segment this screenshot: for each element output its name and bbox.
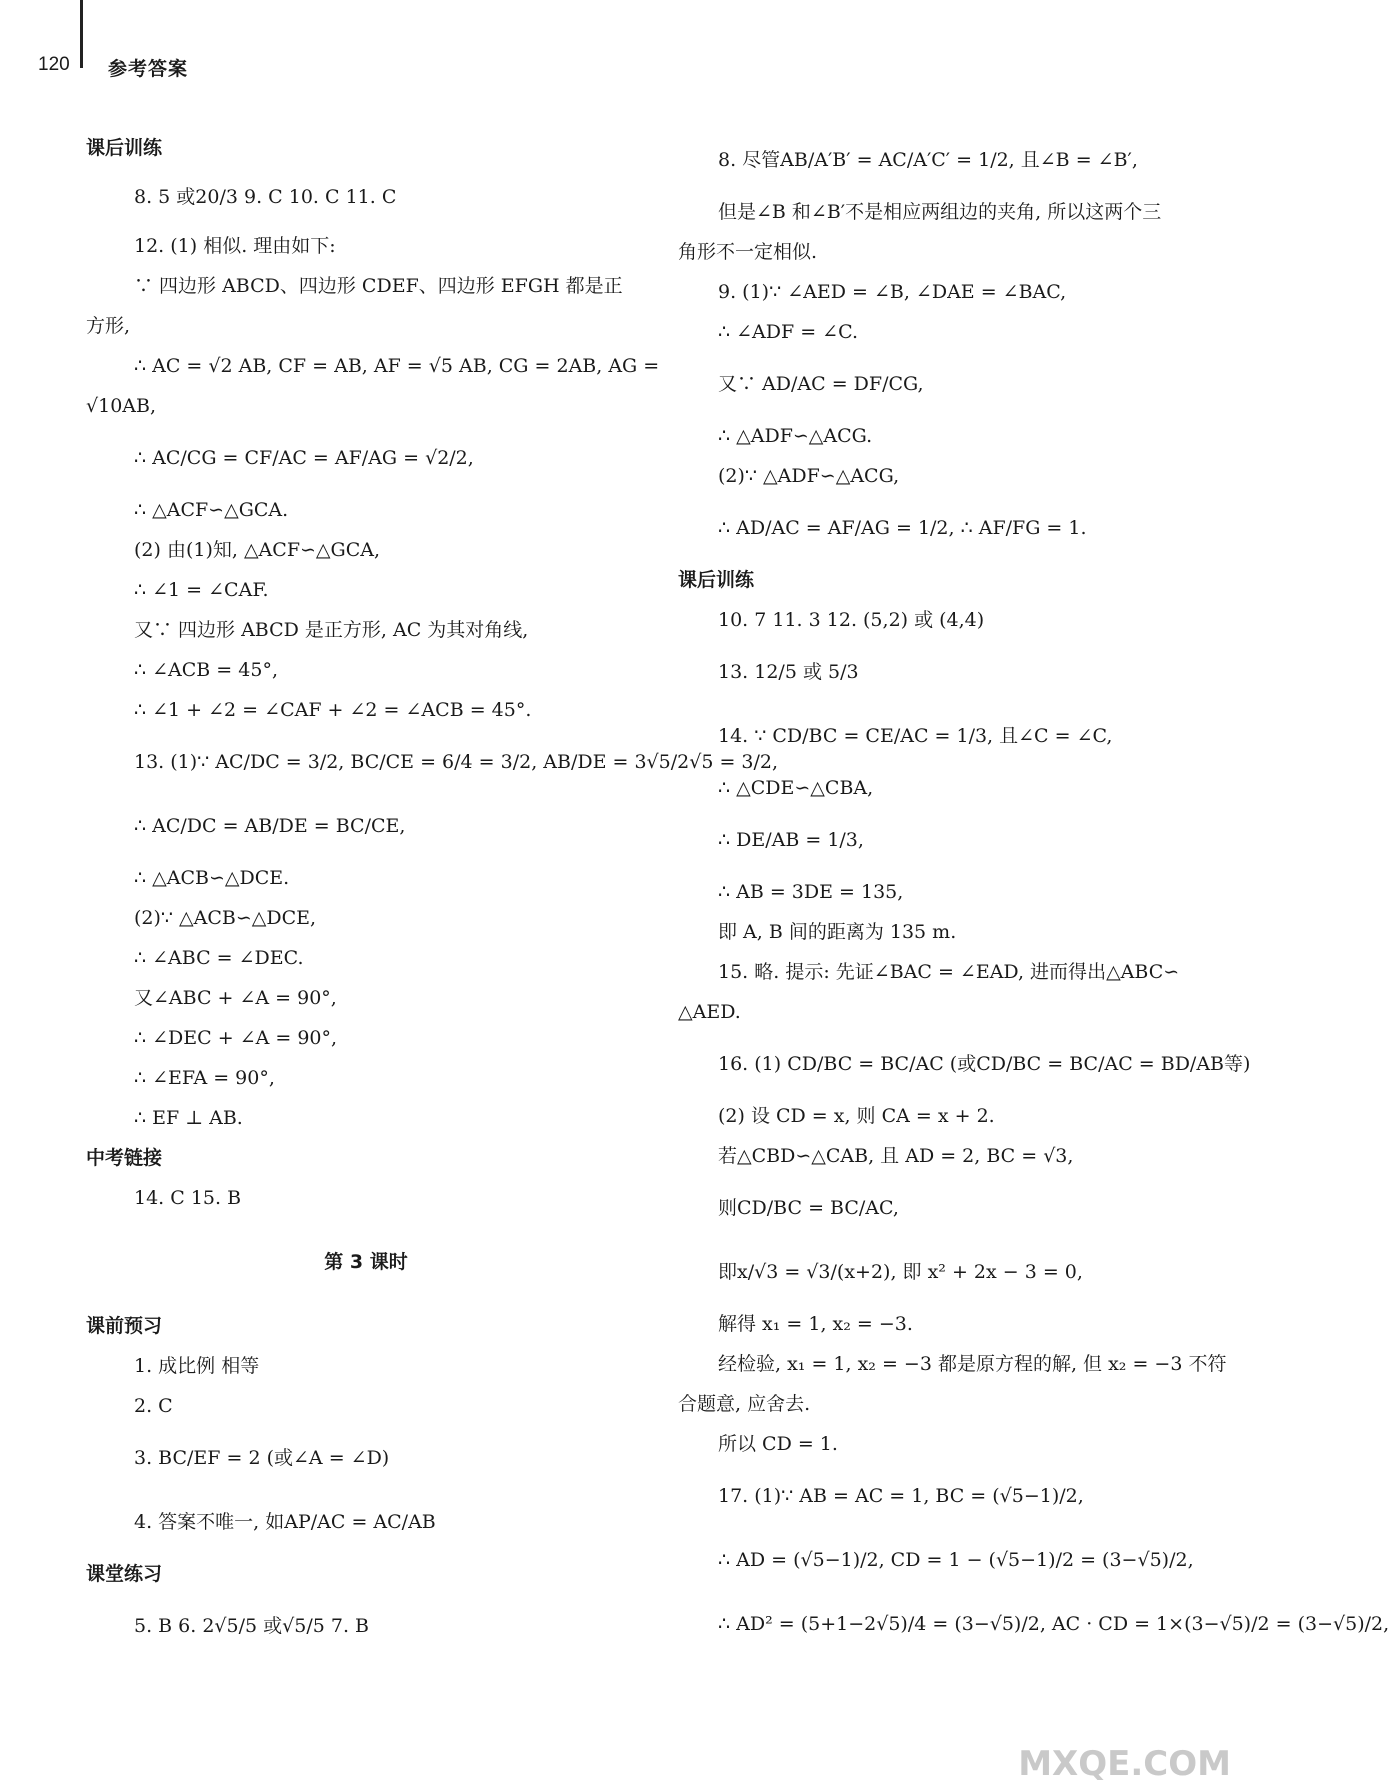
answer-line: 13. 12/5 或 5/3 [718, 661, 859, 683]
answer-line: 9. (1)∵ ∠AED = ∠B, ∠DAE = ∠BAC, [718, 281, 1067, 303]
answer-line: 10. 7 11. 3 12. (5,2) 或 (4,4) [718, 609, 985, 631]
spacer [86, 1282, 646, 1306]
section-heading: 课后训练 [86, 137, 163, 159]
answer-line: 所以 CD = 1. [718, 1433, 838, 1455]
answer-line: 16. (1) CD/BC = BC/AC (或CD/BC = BC/AC = BD/AB等) [718, 1053, 1251, 1075]
header-rule [80, 0, 83, 68]
answer-line: 15. 略. 提示: 先证∠BAC = ∠EAD, 进而得出△ABC∽ [718, 961, 1180, 983]
answer-line: 则CD/BC = BC/AC, [718, 1197, 899, 1219]
answer-line: 角形不一定相似. [678, 241, 818, 263]
answer-line: 又∵ AD/AC = DF/CG, [718, 373, 924, 395]
answer-line: ∴ △ACF∽△GCA. [134, 499, 289, 521]
answer-line: 12. (1) 相似. 理由如下: [134, 235, 336, 257]
answer-line: 但是∠B 和∠B′不是相应两组边的夹角, 所以这两个三 [718, 201, 1162, 223]
answer-line: ∴ DE/AB = 1/3, [718, 829, 864, 851]
page-number: 120 [38, 54, 70, 75]
answer-line: 经检验, x₁ = 1, x₂ = −3 都是原方程的解, 但 x₂ = −3 不符 [718, 1353, 1227, 1375]
answer-line: ∴ ∠DEC + ∠A = 90°, [134, 1027, 338, 1049]
spacer [86, 1218, 646, 1242]
answer-line: ∴ △ACB∽△DCE. [134, 867, 290, 889]
answer-line: 1. 成比例 相等 [134, 1355, 260, 1377]
answer-line: 5. B 6. 2√5/5 或√5/5 7. B [134, 1615, 370, 1637]
answer-line: ∴ △CDE∽△CBA, [718, 777, 874, 799]
answer-line: 即x/√3 = √3/(x+2), 即 x² + 2x − 3 = 0, [718, 1261, 1083, 1283]
answer-line: ∴ AD = (√5−1)/2, CD = 1 − (√5−1)/2 = (3−√5)/2, [718, 1549, 1194, 1571]
answer-line: 即 A, B 间的距离为 135 m. [718, 921, 957, 943]
answer-line: ∵ 四边形 ABCD、四边形 CDEF、四边形 EFGH 都是正 [134, 275, 623, 297]
answer-line: ∴ ∠EFA = 90°, [134, 1067, 275, 1089]
answer-line: 解得 x₁ = 1, x₂ = −3. [718, 1313, 913, 1335]
answer-line: 8. 5 或20/3 9. C 10. C 11. C [134, 186, 397, 208]
answer-line: 又∵ 四边形 ABCD 是正方形, AC 为其对角线, [134, 619, 529, 641]
answer-line: 14. C 15. B [134, 1187, 242, 1209]
answer-line: (2)∵ △ACB∽△DCE, [134, 907, 317, 929]
right-column [678, 128, 1389, 1656]
section-heading: 中考链接 [86, 1147, 163, 1169]
answer-line: △AED. [678, 1001, 741, 1023]
answer-line: 又∠ABC + ∠A = 90°, [134, 987, 337, 1009]
answer-line: ∴ AC/DC = AB/DE = BC/CE, [134, 815, 406, 837]
lesson-title: 第 3 课时 [324, 1251, 408, 1273]
answer-line: ∴ ∠ADF = ∠C. [718, 321, 859, 343]
answer-line: 4. 答案不唯一, 如AP/AC = AC/AB [134, 1511, 436, 1533]
answer-line: 3. BC/EF = 2 (或∠A = ∠D) [134, 1447, 390, 1469]
answer-line: (2) 设 CD = x, 则 CA = x + 2. [718, 1105, 995, 1127]
section-heading: 课前预习 [86, 1315, 163, 1337]
answer-line: ∴ ∠1 + ∠2 = ∠CAF + ∠2 = ∠ACB = 45°. [134, 699, 532, 721]
answer-line: ∴ AB = 3DE = 135, [718, 881, 904, 903]
answer-line: 合题意, 应舍去. [678, 1393, 811, 1415]
answer-line: (2) 由(1)知, △ACF∽△GCA, [134, 539, 381, 561]
section-heading: 课堂练习 [86, 1563, 163, 1585]
watermark: MXQE.COM [1018, 1744, 1231, 1784]
answer-line: ∴ ∠1 = ∠CAF. [134, 579, 269, 601]
answer-line: 8. 尽管AB/A′B′ = AC/A′C′ = 1/2, 且∠B = ∠B′, [718, 149, 1138, 171]
answer-line: ∴ EF ⊥ AB. [134, 1107, 243, 1129]
answer-line: ∴ ∠ABC = ∠DEC. [134, 947, 304, 969]
answer-line: ∴ ∠ACB = 45°, [134, 659, 278, 681]
section-heading: 课后训练 [678, 569, 755, 591]
answer-line: 14. ∵ CD/BC = CE/AC = 1/3, 且∠C = ∠C, [718, 725, 1113, 747]
answer-line: 13. (1)∵ AC/DC = 3/2, BC/CE = 6/4 = 3/2, AB/DE = 3√5/2√5 = 3/2, [134, 751, 779, 773]
answer-line: (2)∵ △ADF∽△ACG, [718, 465, 900, 487]
answer-line: ∴ AC/CG = CF/AC = AF/AG = √2/2, [134, 447, 474, 469]
answer-line: 方形, [86, 315, 131, 337]
answer-line: ∴ △ADF∽△ACG. [718, 425, 873, 447]
running-title: 参考答案 [108, 58, 189, 80]
answer-line: ∴ AD² = (5+1−2√5)/4 = (3−√5)/2, AC · CD = 1×(3−√5)/2 = (3−√5)/2, [718, 1613, 1389, 1635]
answer-line: √10AB, [86, 395, 157, 417]
answer-line: ∴ AC = √2 AB, CF = AB, AF = √5 AB, CG = 2AB, AG = [134, 355, 660, 377]
answer-line: 17. (1)∵ AB = AC = 1, BC = (√5−1)/2, [718, 1485, 1084, 1507]
answer-line: 若△CBD∽△CAB, 且 AD = 2, BC = √3, [718, 1145, 1074, 1167]
answer-line: ∴ AD/AC = AF/AG = 1/2, ∴ AF/FG = 1. [718, 517, 1087, 539]
answer-line: 2. C [134, 1395, 173, 1417]
